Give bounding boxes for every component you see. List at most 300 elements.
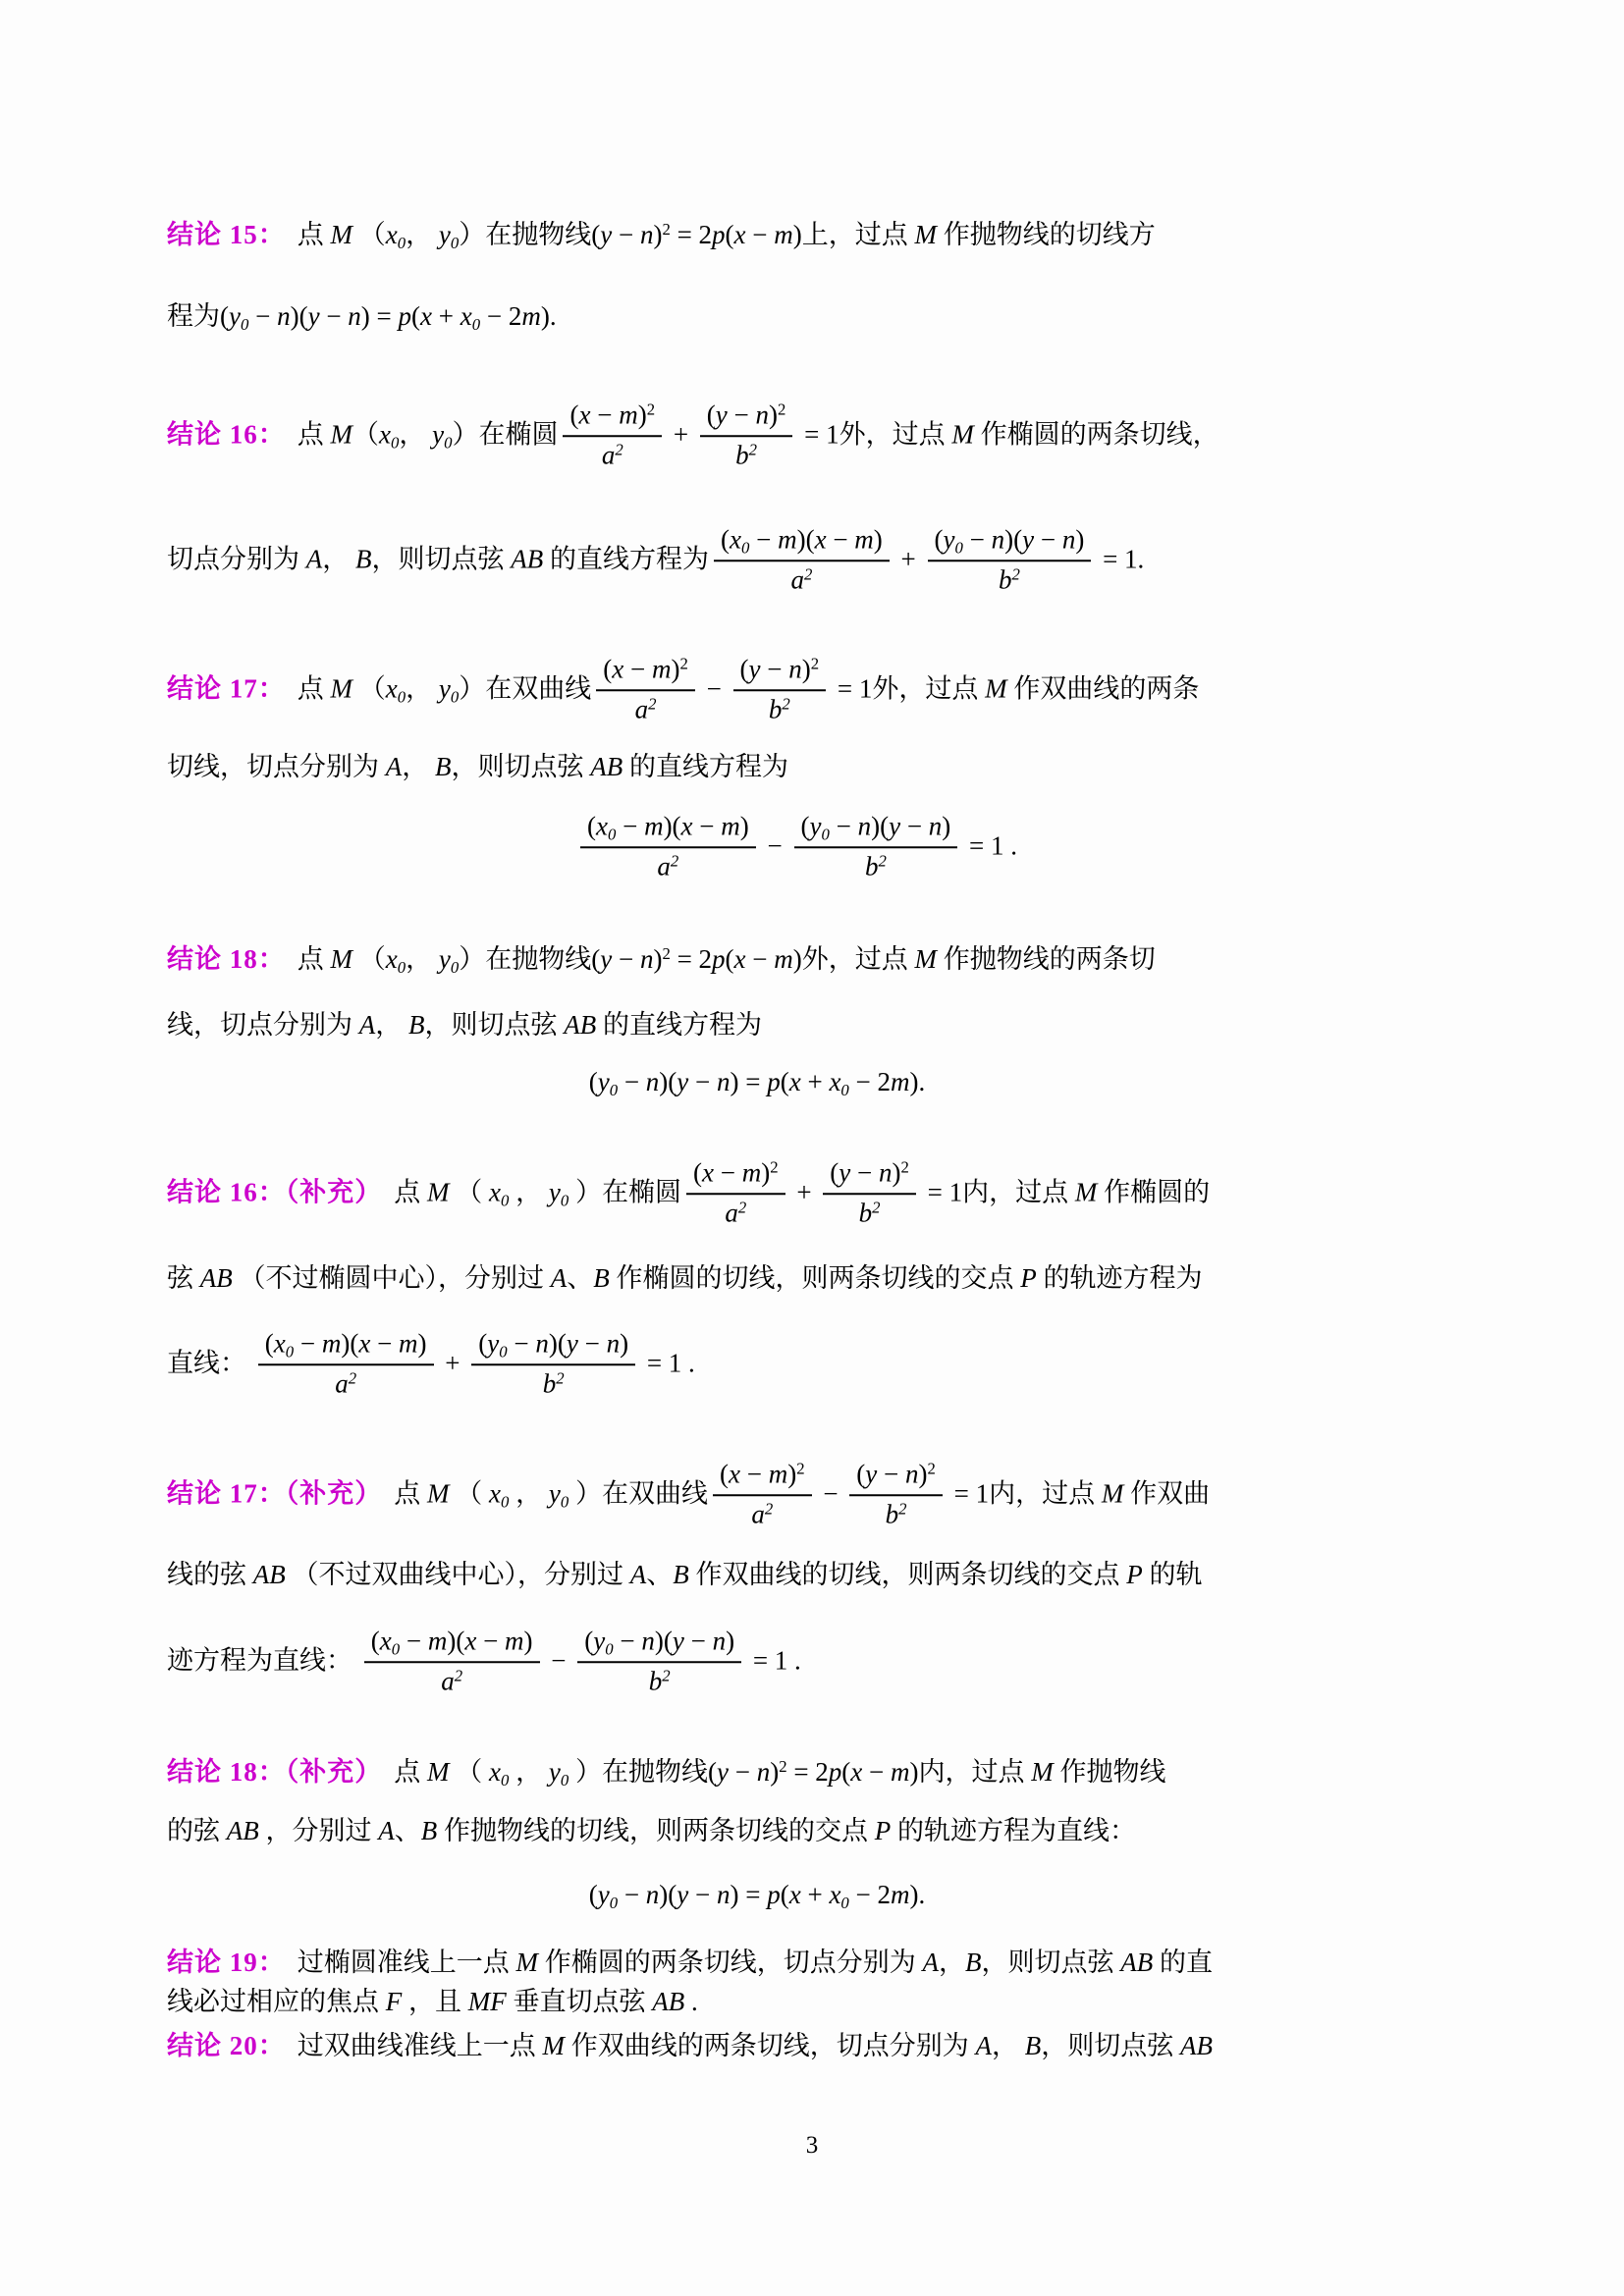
text-run: −: [613, 1626, 642, 1656]
fraction: [700, 398, 793, 472]
text-run: 点: [394, 1757, 427, 1788]
text-run: − 2: [848, 1880, 892, 1910]
text-run: )(: [1004, 524, 1023, 555]
math-run: A: [550, 1263, 568, 1294]
conclusion-label: 结论 17：: [167, 673, 286, 704]
math-run: $a^2$: [335, 1367, 357, 1398]
math-run: n: [905, 1459, 919, 1489]
text-run: = 2: [670, 944, 713, 975]
text-run: (: [707, 1757, 717, 1788]
text-run: (: [721, 524, 730, 555]
text-run: 点: [394, 1478, 427, 1509]
text-run: )$^2$: [761, 1157, 779, 1188]
text-run: = 1: [947, 1478, 990, 1509]
text-run: −: [623, 654, 652, 684]
text-run: ）在双曲线: [459, 673, 592, 704]
text-run: (: [591, 944, 601, 975]
math-run: A: [975, 2031, 992, 2061]
fraction: [577, 1624, 741, 1698]
text-run: −: [688, 1067, 717, 1097]
conclusion-17-formula: [167, 809, 1455, 883]
text-run: −: [713, 1157, 742, 1188]
math-run: x0: [379, 419, 400, 452]
text-run: +: [893, 544, 923, 574]
text-run: −: [760, 654, 789, 684]
text-run: 作双曲: [1123, 1478, 1211, 1509]
fraction: [596, 652, 695, 726]
math-run: y0: [593, 1626, 614, 1658]
text-run: ): [942, 811, 951, 841]
math-run: B: [593, 1263, 610, 1294]
math-run: m: [774, 944, 793, 975]
math-run: A: [385, 752, 403, 782]
text-run: = 2: [786, 1757, 829, 1788]
fraction: [794, 809, 958, 883]
text-run: 的弦: [167, 1816, 227, 1846]
conclusion-label: 结论 17：（补充）: [167, 1478, 383, 1509]
math-run: y: [307, 301, 320, 332]
text-run: 外，过点: [839, 419, 952, 450]
math-run: y0: [438, 220, 460, 252]
text-run: 的直线方程为: [596, 1010, 762, 1041]
conclusion-label: 结论 16：（补充）: [167, 1177, 383, 1207]
math-run: M: [542, 2031, 565, 2061]
text-run: 的轨迹方程为: [1036, 1263, 1203, 1294]
math-run: x0: [489, 1757, 510, 1789]
fraction: [713, 1457, 812, 1531]
math-run: x0: [460, 301, 481, 334]
text-run: 的直线方程为: [543, 544, 709, 574]
fraction: [563, 398, 662, 472]
math-run: AB: [564, 1010, 597, 1041]
math-run: x: [464, 1626, 477, 1656]
math-run: m: [778, 524, 797, 555]
math-run: y: [677, 1880, 689, 1910]
text-run: )(: [341, 1328, 359, 1359]
math-run: A: [922, 1948, 939, 1978]
math-run: x0: [829, 1880, 849, 1912]
text-run: +: [789, 1177, 819, 1207]
text-run: 线必过相应的焦点: [167, 1987, 386, 2017]
math-run: M: [330, 944, 352, 975]
math-run: x: [420, 301, 432, 332]
text-run: ）在椭圆: [452, 419, 559, 450]
text-run: −: [760, 830, 789, 861]
text-run: −: [699, 673, 729, 704]
text-run: −: [727, 400, 756, 430]
text-run: 直线：: [167, 1348, 253, 1378]
text-run: ): [739, 811, 749, 841]
text-run: − 2: [848, 1067, 892, 1097]
math-run: M: [427, 1177, 450, 1207]
math-run: x0: [489, 1478, 510, 1511]
conclusion-18-supplement-line-1: [167, 1756, 1455, 1789]
text-run: (: [830, 1157, 839, 1188]
text-run: ，: [399, 419, 433, 450]
fraction: [580, 809, 756, 883]
math-run: M: [914, 944, 938, 975]
text-run: −: [616, 811, 645, 841]
math-run: MF: [467, 1987, 507, 2017]
text-run: +: [667, 419, 695, 450]
math-run: P: [1020, 1263, 1037, 1294]
math-run: x: [850, 1757, 863, 1788]
text-run: 过椭圆准线上一点: [297, 1948, 516, 1978]
math-run: x0: [489, 1177, 510, 1209]
text-run: (: [591, 220, 601, 250]
math-run: m: [891, 1067, 910, 1097]
math-run: n: [712, 1626, 727, 1656]
text-run: 、: [394, 1816, 421, 1846]
text-run: 弦: [167, 1263, 200, 1294]
text-run: ).: [909, 1067, 926, 1097]
text-run: ，: [402, 752, 435, 782]
text-run: 线的弦: [167, 1560, 253, 1590]
text-run: )(: [796, 524, 815, 555]
text-run: −: [319, 301, 349, 332]
math-run: n: [879, 1157, 893, 1188]
text-run: )$^2$: [918, 1459, 936, 1489]
math-run: AB: [1120, 1948, 1154, 1978]
text-run: −: [728, 1757, 757, 1788]
text-run: （不过双曲线中心），分别过: [285, 1560, 630, 1590]
math-run: y0: [548, 1757, 569, 1789]
conclusion-19-line-2: [167, 1986, 1455, 2019]
conclusion-17-line-1: [167, 652, 1455, 726]
math-run: m: [644, 811, 664, 841]
math-run: M: [914, 220, 938, 250]
math-run: n: [645, 1880, 660, 1910]
text-run: (: [706, 400, 716, 430]
fraction: [364, 1624, 540, 1698]
text-run: 过双曲线准线上一点: [297, 2031, 543, 2061]
text-run: ）在椭圆: [568, 1177, 681, 1207]
math-run: n: [1061, 524, 1076, 555]
text-run: ) =: [730, 1880, 768, 1910]
text-run: ）在抛物线: [459, 220, 592, 250]
text-run: ，则切点弦: [451, 752, 591, 782]
math-run: n: [756, 1757, 771, 1788]
math-run: n: [991, 524, 1005, 555]
math-run: n: [788, 654, 802, 684]
math-run: $b^2$: [542, 1367, 565, 1398]
text-run: )$^2$: [770, 1756, 787, 1788]
text-run: ): [523, 1626, 533, 1656]
text-run: 的轨迹方程为直线：: [891, 1816, 1136, 1846]
math-run: m: [651, 654, 672, 684]
conclusion-17-supplement-line-2: [167, 1559, 1455, 1592]
math-run: p: [398, 301, 412, 332]
math-run: A: [358, 1010, 376, 1041]
text-run: 作双曲线的两条切线，切点分别为: [565, 2031, 976, 2061]
text-run: ，: [406, 673, 439, 704]
math-run: y: [677, 1067, 689, 1097]
conclusion-label: 结论 18：: [167, 944, 286, 975]
text-run: 、: [646, 1560, 674, 1590]
text-run: +: [432, 301, 460, 332]
text-run: −: [1034, 524, 1062, 555]
text-run: (: [264, 1328, 274, 1359]
math-run: y: [672, 1626, 684, 1656]
text-run: (: [220, 301, 229, 332]
math-run: m: [854, 524, 874, 555]
math-run: n: [639, 220, 654, 250]
text-run: −: [749, 524, 779, 555]
text-run: 内，过点: [962, 1177, 1075, 1207]
math-run: x0: [385, 220, 406, 252]
math-run: m: [741, 1157, 762, 1188]
text-run: −: [745, 944, 775, 975]
math-run: y: [566, 1328, 578, 1359]
text-run: ，: [406, 944, 439, 975]
text-run: 作双曲线的切线，则两条切线的交点: [688, 1560, 1127, 1590]
text-run: )$^2$: [769, 400, 786, 430]
text-run: ): [1075, 524, 1085, 555]
text-run: .: [684, 1987, 698, 2017]
fraction: [471, 1326, 635, 1401]
math-run: x: [578, 400, 591, 430]
math-run: x0: [730, 524, 750, 557]
text-run: −: [829, 811, 858, 841]
text-run: −: [900, 811, 929, 841]
text-run: = 1: [797, 419, 839, 450]
text-run: （: [352, 944, 386, 975]
text-run: = 2: [670, 220, 713, 250]
page-number: 3: [805, 2132, 819, 2159]
conclusion-18-formula: [167, 1066, 1455, 1099]
conclusion-18-supplement-formula: [167, 1879, 1455, 1912]
conclusion-label: 结论 18：（补充）: [167, 1757, 383, 1788]
math-run: y: [1022, 524, 1035, 555]
text-run: )$^2$: [892, 1157, 909, 1188]
text-run: 外，过点: [872, 673, 986, 704]
text-run: = 1: [831, 673, 873, 704]
math-run: M: [515, 1948, 538, 1978]
text-run: )$^2$: [671, 654, 688, 684]
math-run: p: [828, 1757, 842, 1788]
math-run: F: [385, 1987, 403, 2017]
math-run: x0: [595, 811, 617, 843]
math-run: m: [619, 400, 638, 430]
text-run: ，: [509, 1177, 549, 1207]
text-run: 作抛物线的两条切: [937, 944, 1156, 975]
text-run: ，: [939, 1948, 965, 1978]
math-run: $b^2$: [864, 850, 887, 881]
text-run: (: [725, 220, 734, 250]
text-run: (: [719, 1459, 729, 1489]
text-run: −: [248, 301, 278, 332]
math-run: $a^2$: [751, 1498, 774, 1528]
math-run: y: [839, 1157, 851, 1188]
math-run: y0: [548, 1177, 569, 1209]
math-run: m: [768, 1459, 788, 1489]
math-run: AB: [590, 752, 623, 782]
text-run: ): [620, 1328, 629, 1359]
text-run: 切点分别为: [167, 544, 306, 574]
text-run: ，则切点弦: [981, 1948, 1121, 1978]
text-run: −: [400, 1626, 428, 1656]
text-run: −: [692, 811, 722, 841]
text-run: 点: [297, 944, 331, 975]
math-run: m: [721, 811, 740, 841]
text-run: 、: [567, 1263, 594, 1294]
text-run: +: [438, 1348, 467, 1378]
text-run: (: [586, 811, 596, 841]
text-run: −: [739, 1459, 769, 1489]
math-run: x: [733, 220, 746, 250]
text-run: −: [962, 524, 992, 555]
text-run: −: [745, 220, 775, 250]
text-run: )(: [548, 1328, 567, 1359]
text-run: )(: [659, 1067, 677, 1097]
text-run: −: [826, 524, 855, 555]
math-run: AB: [226, 1816, 259, 1846]
conclusion-label: 结论 20：: [167, 2031, 286, 2061]
math-run: p: [767, 1880, 781, 1910]
math-run: x: [814, 524, 827, 555]
math-run: y: [716, 1757, 729, 1788]
text-run: (: [584, 1626, 594, 1656]
math-run: y: [600, 220, 613, 250]
math-run: M: [330, 419, 352, 450]
math-run: B: [1024, 2031, 1042, 2061]
math-run: B: [408, 1010, 425, 1041]
math-run: x0: [829, 1067, 849, 1099]
text-run: 点: [297, 220, 331, 250]
conclusion-16-supplement-line-1: [167, 1155, 1455, 1230]
text-run: −: [862, 1757, 892, 1788]
text-run: (: [588, 1880, 598, 1910]
math-run: n: [606, 1328, 621, 1359]
text-run: ，: [509, 1757, 549, 1788]
text-run: ): [792, 220, 802, 250]
text-run: （不过椭圆中心），分别过: [232, 1263, 551, 1294]
text-run: 内，过点: [989, 1478, 1102, 1509]
text-run: ，则切点弦: [424, 1010, 565, 1041]
text-run: −: [294, 1328, 322, 1359]
text-run: (: [841, 1757, 851, 1788]
text-run: )$^2$: [787, 1459, 805, 1489]
math-run: x: [612, 654, 624, 684]
text-run: +: [800, 1880, 830, 1910]
math-run: $b^2$: [858, 1197, 881, 1227]
text-run: )(: [663, 811, 681, 841]
text-run: 外，过点: [801, 944, 915, 975]
math-run: M: [1074, 1177, 1098, 1207]
text-run: −: [544, 1645, 573, 1676]
math-run: M: [1031, 1757, 1054, 1788]
math-run: m: [891, 1880, 910, 1910]
text-run: (: [370, 1626, 380, 1656]
text-run: )$^2$: [653, 943, 671, 975]
math-run: $a^2$: [725, 1197, 747, 1227]
math-run: n: [857, 811, 872, 841]
math-run: M: [330, 220, 352, 250]
math-run: y0: [432, 419, 453, 452]
conclusion-20-line-1: [167, 2030, 1455, 2063]
text-run: ）在抛物线: [459, 944, 592, 975]
conclusion-19-line-1: [167, 1947, 1455, 1980]
math-run: y0: [809, 811, 830, 843]
conclusion-16-line-1: [167, 398, 1455, 472]
text-run: 点: [394, 1177, 427, 1207]
math-run: AB: [252, 1560, 286, 1590]
fraction: [928, 522, 1092, 597]
math-run: $a^2$: [441, 1665, 463, 1695]
text-run: )(: [871, 811, 890, 841]
text-run: −: [370, 1328, 400, 1359]
text-run: −: [612, 220, 640, 250]
math-run: x: [358, 1328, 371, 1359]
math-run: $b^2$: [998, 563, 1020, 594]
text-run: 作椭圆的两条切线，: [973, 419, 1219, 450]
math-run: B: [965, 1948, 982, 1978]
text-run: ).: [909, 1880, 926, 1910]
text-run: 程为: [167, 301, 220, 332]
text-run: 内，过点: [918, 1757, 1032, 1788]
conclusion-label: 结论 19：: [167, 1948, 286, 1978]
math-run: y0: [943, 524, 963, 557]
text-run: ): [873, 524, 883, 555]
text-run: ，: [406, 220, 439, 250]
math-run: m: [321, 1328, 342, 1359]
math-run: n: [535, 1328, 549, 1359]
math-run: $a^2$: [634, 693, 657, 723]
math-run: M: [1101, 1478, 1124, 1509]
math-run: M: [985, 673, 1007, 704]
math-run: y0: [438, 673, 460, 706]
text-run: ) =: [730, 1067, 768, 1097]
text-run: （: [352, 220, 386, 250]
text-run: (: [411, 301, 421, 332]
text-run: 的轨: [1142, 1560, 1203, 1590]
fraction: [714, 522, 890, 597]
math-run: n: [348, 301, 361, 332]
text-run: )(: [659, 1880, 677, 1910]
text-run: 线，切点分别为: [167, 1010, 359, 1041]
math-run: M: [427, 1757, 450, 1788]
math-run: AB: [511, 544, 544, 574]
math-run: x: [788, 1880, 801, 1910]
conclusion-17-line-2: [167, 751, 1455, 784]
conclusion-15-line-2: [167, 300, 1455, 334]
math-run: $b^2$: [735, 439, 758, 469]
math-run: y0: [487, 1328, 508, 1361]
math-run: M: [951, 419, 974, 450]
text-run: (: [739, 654, 749, 684]
text-run: (: [692, 1157, 702, 1188]
math-run: AB: [1180, 2031, 1213, 2061]
math-run: n: [277, 301, 291, 332]
text-run: (: [856, 1459, 866, 1489]
math-run: n: [717, 1880, 731, 1910]
math-run: A: [629, 1560, 647, 1590]
text-run: 作抛物线: [1053, 1757, 1166, 1788]
text-run: 点: [297, 419, 331, 450]
math-run: y: [600, 944, 613, 975]
math-run: AB: [652, 1987, 685, 2017]
text-run: 作椭圆的切线，则两条切线的交点: [609, 1263, 1021, 1294]
text-run: （: [352, 419, 379, 450]
text-run: ).: [540, 301, 557, 332]
text-run: （: [449, 1757, 489, 1788]
math-run: A: [378, 1816, 395, 1846]
text-run: )(: [654, 1626, 673, 1656]
conclusion-15-line-1: [167, 219, 1455, 252]
text-run: （: [352, 673, 386, 704]
text-run: 作抛物线的切线，则两条切线的交点: [437, 1816, 875, 1846]
math-run: m: [774, 220, 793, 250]
